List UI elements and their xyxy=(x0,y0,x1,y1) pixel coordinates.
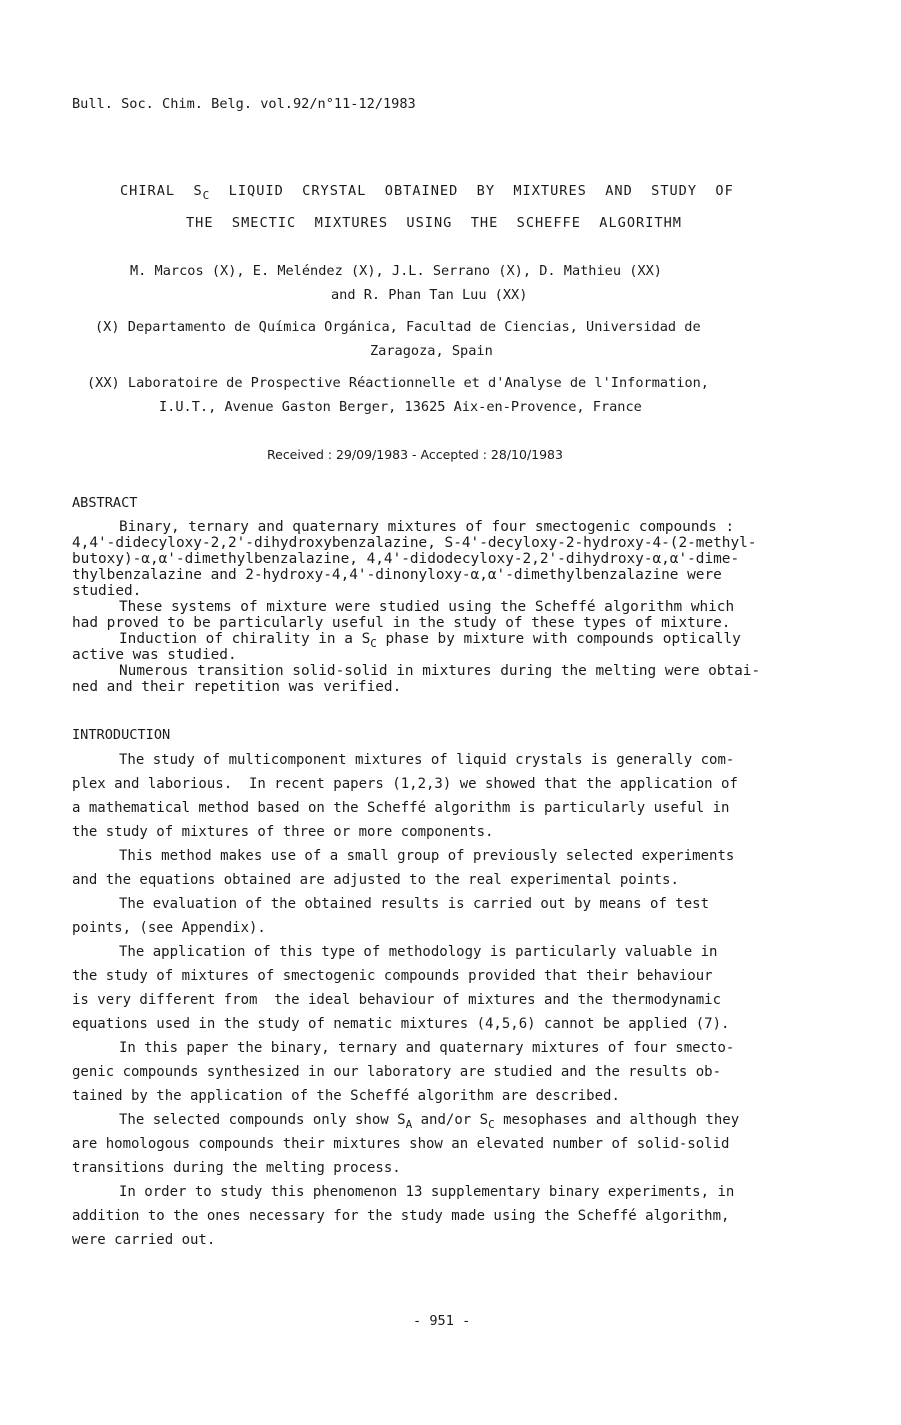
journal-header: Bull. Soc. Chim. Belg. vol.92/n°11-12/1983 xyxy=(72,96,416,112)
intro-line: equations used in the study of nematic mixtures (4,5,6) cannot be applied (7). xyxy=(72,1016,730,1032)
paper-title-line-1: CHIRAL $S_C$ LIQUID CRYSTAL OBTAINED BY MIXTURES AND STUDY OF xyxy=(120,183,734,202)
intro-line: The evaluation of the obtained results is carried out by means of test xyxy=(119,896,710,912)
abstract-line: studied. xyxy=(72,583,142,599)
affiliation-2-line-2: I.U.T., Avenue Gaston Berger, 13625 Aix-en-Provence, France xyxy=(159,399,642,415)
intro-line: and the equations obtained are adjusted to the real experimental points. xyxy=(72,872,679,888)
intro-line: The application of this type of methodology is particularly valuable in xyxy=(119,944,718,960)
intro-line: transitions during the melting process. xyxy=(72,1160,401,1176)
intro-line: addition to the ones necessary for the study made using the Scheffé algorithm, xyxy=(72,1208,730,1224)
intro-line: are homologous compounds their mixtures show an elevated number of solid-solid xyxy=(72,1136,730,1152)
affiliation-1-line-1: (X) Departamento de Química Orgánica, Facultad de Ciencias, Universidad de xyxy=(95,319,701,335)
intro-line: a mathematical method based on the Scheffé algorithm is particularly useful in xyxy=(72,800,730,816)
affiliation-2-line-1: (XX) Laboratoire de Prospective Réactionnelle et d'Analyse de l'Information, xyxy=(87,375,709,391)
abstract-line: ned and their repetition was verified. xyxy=(72,679,402,695)
abstract-line: These systems of mixture were studied using the Scheffé algorithm which xyxy=(119,599,735,615)
intro-line: plex and laborious. In recent papers (1,2,3) we showed that the application of xyxy=(72,776,738,792)
intro-line: The study of multicomponent mixtures of liquid crystals is generally com- xyxy=(119,752,735,768)
intro-line: tained by the application of the Scheffé algorithm are described. xyxy=(72,1088,620,1104)
intro-line: The selected compounds only show $S_A$ and/or $S_C$ mesophases and although they xyxy=(119,1112,740,1131)
intro-line: points, (see Appendix). xyxy=(72,920,266,936)
abstract-line: butoxy)-α,α'-dimethylbenzalazine, 4,4'-didodecyloxy-2,2'-dihydroxy-α,α'-dime- xyxy=(72,551,740,567)
affiliation-1-line-2: Zaragoza, Spain xyxy=(370,343,493,359)
intro-line: In order to study this phenomenon 13 supplementary binary experiments, in xyxy=(119,1184,735,1200)
abstract-line: had proved to be particularly useful in the study of these types of mixture. xyxy=(72,615,731,631)
intro-line: In this paper the binary, ternary and quaternary mixtures of four smecto- xyxy=(119,1040,735,1056)
abstract-line: Binary, ternary and quaternary mixtures of four smectogenic compounds : xyxy=(119,519,735,535)
page-number: - 951 - xyxy=(413,1313,471,1329)
abstract-line: active was studied. xyxy=(72,647,237,663)
intro-line: genic compounds synthesized in our laboratory are studied and the results ob- xyxy=(72,1064,722,1080)
intro-line: is very different from the ideal behaviour of mixtures and the thermodynamic xyxy=(72,992,722,1008)
intro-line: This method makes use of a small group of previously selected experiments xyxy=(119,848,735,864)
abstract-line: 4,4'-didecyloxy-2,2'-dihydroxybenzalazine, S-4'-decyloxy-2-hydroxy-4-(2-methyl- xyxy=(72,535,757,551)
abstract-heading: ABSTRACT xyxy=(72,495,138,511)
intro-line: were carried out. xyxy=(72,1232,216,1248)
authors-line-1: M. Marcos (X), E. Meléndez (X), J.L. Serrano (X), D. Mathieu (XX) xyxy=(130,263,662,279)
intro-line: the study of mixtures of three or more components. xyxy=(72,824,494,840)
abstract-line: Induction of chirality in a $S_C$ phase by mixture with compounds optically xyxy=(119,631,741,650)
paper-title-line-2: THE SMECTIC MIXTURES USING THE SCHEFFE ALGORITHM xyxy=(186,215,682,231)
abstract-line: Numerous transition solid-solid in mixtures during the melting were obtai- xyxy=(119,663,761,679)
intro-line: the study of mixtures of smectogenic compounds provided that their behaviour xyxy=(72,968,713,984)
introduction-heading: INTRODUCTION xyxy=(72,727,171,743)
received-accepted-dates: Received : 29/09/1983 - Accepted : 28/10/1983 xyxy=(267,447,563,462)
authors-line-2: and R. Phan Tan Luu (XX) xyxy=(331,287,528,303)
abstract-line: thylbenzalazine and 2-hydroxy-4,4'-dinonyloxy-α,α'-dimethylbenzalazine were xyxy=(72,567,722,583)
